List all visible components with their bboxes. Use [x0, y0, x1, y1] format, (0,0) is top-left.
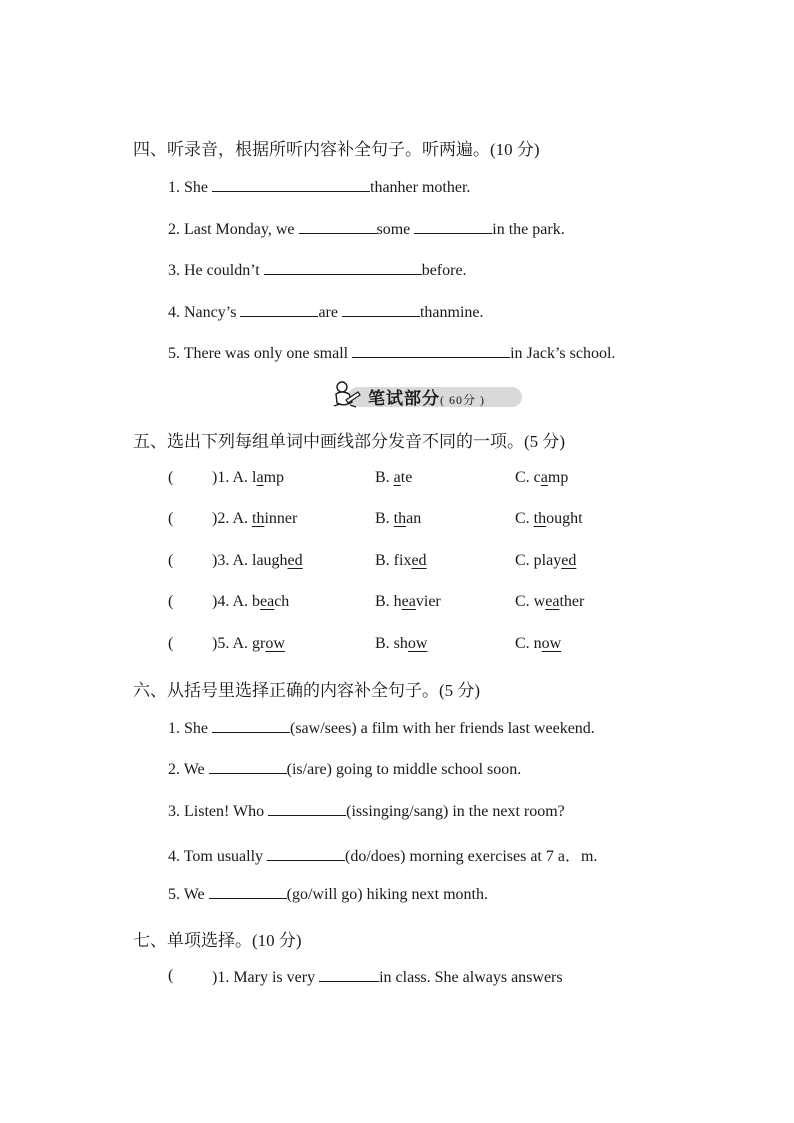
listening-item-3: 3. He couldn’t before. [168, 262, 467, 279]
answer-blank[interactable] [209, 759, 287, 774]
grammar-item-4: 4. Tom usually (do/does) morning exercises at 7 a．m. [168, 848, 598, 865]
grammar-item-5: 5. We (go/will go) hiking next month. [168, 886, 488, 903]
listening-item-5: 5. There was only one small in Jack’s school. [168, 345, 616, 362]
pencil-figure-icon [332, 380, 362, 410]
banner-text: 笔试部分( 60分 ) [368, 389, 485, 409]
section-4-heading: 四、听录音，根据所听内容补全句子。听两遍。(10 分) [133, 140, 540, 159]
answer-blank[interactable] [352, 343, 510, 358]
option-b: B. ate [375, 469, 413, 486]
option-c: C. weather [515, 593, 585, 610]
answer-blank[interactable] [342, 302, 420, 317]
option-b: B. show [375, 635, 428, 652]
answer-blank[interactable] [212, 177, 370, 192]
answer-blank[interactable] [209, 884, 287, 899]
section-6-heading: 六、从括号里选择正确的内容补全句子。(5 分) [133, 681, 481, 700]
listening-item-2: 2. Last Monday, we some in the park. [168, 221, 565, 238]
grammar-item-3: 3. Listen! Who (issinging/sang) in the next room? [168, 803, 565, 820]
option-c: C. camp [515, 469, 569, 486]
option-b: B. heavier [375, 593, 441, 610]
option-b: B. fixed [375, 552, 427, 569]
option-c: C. played [515, 552, 577, 569]
option-c: C. now [515, 635, 562, 652]
listening-item-4: 4. Nancy’s are thanmine. [168, 304, 484, 321]
answer-blank[interactable] [212, 718, 290, 733]
grammar-item-2: 2. We (is/are) going to middle school soon. [168, 761, 522, 778]
section-7-heading: 七、单项选择。(10 分) [133, 931, 302, 950]
answer-blank[interactable] [299, 219, 377, 234]
listening-item-1: 1. She thanher mother. [168, 179, 471, 196]
grammar-item-1: 1. She (saw/sees) a film with her friends last weekend. [168, 720, 595, 737]
answer-blank[interactable] [268, 801, 346, 816]
option-c: C. thought [515, 510, 583, 527]
option-b: B. than [375, 510, 422, 527]
answer-blank[interactable] [267, 846, 345, 861]
answer-blank[interactable] [319, 967, 379, 982]
section-5-heading: 五、选出下列每组单词中画线部分发音不同的一项。(5 分) [133, 432, 566, 451]
answer-blank[interactable] [264, 260, 422, 275]
answer-blank[interactable] [240, 302, 318, 317]
written-part-banner [332, 380, 522, 410]
answer-blank[interactable] [414, 219, 492, 234]
